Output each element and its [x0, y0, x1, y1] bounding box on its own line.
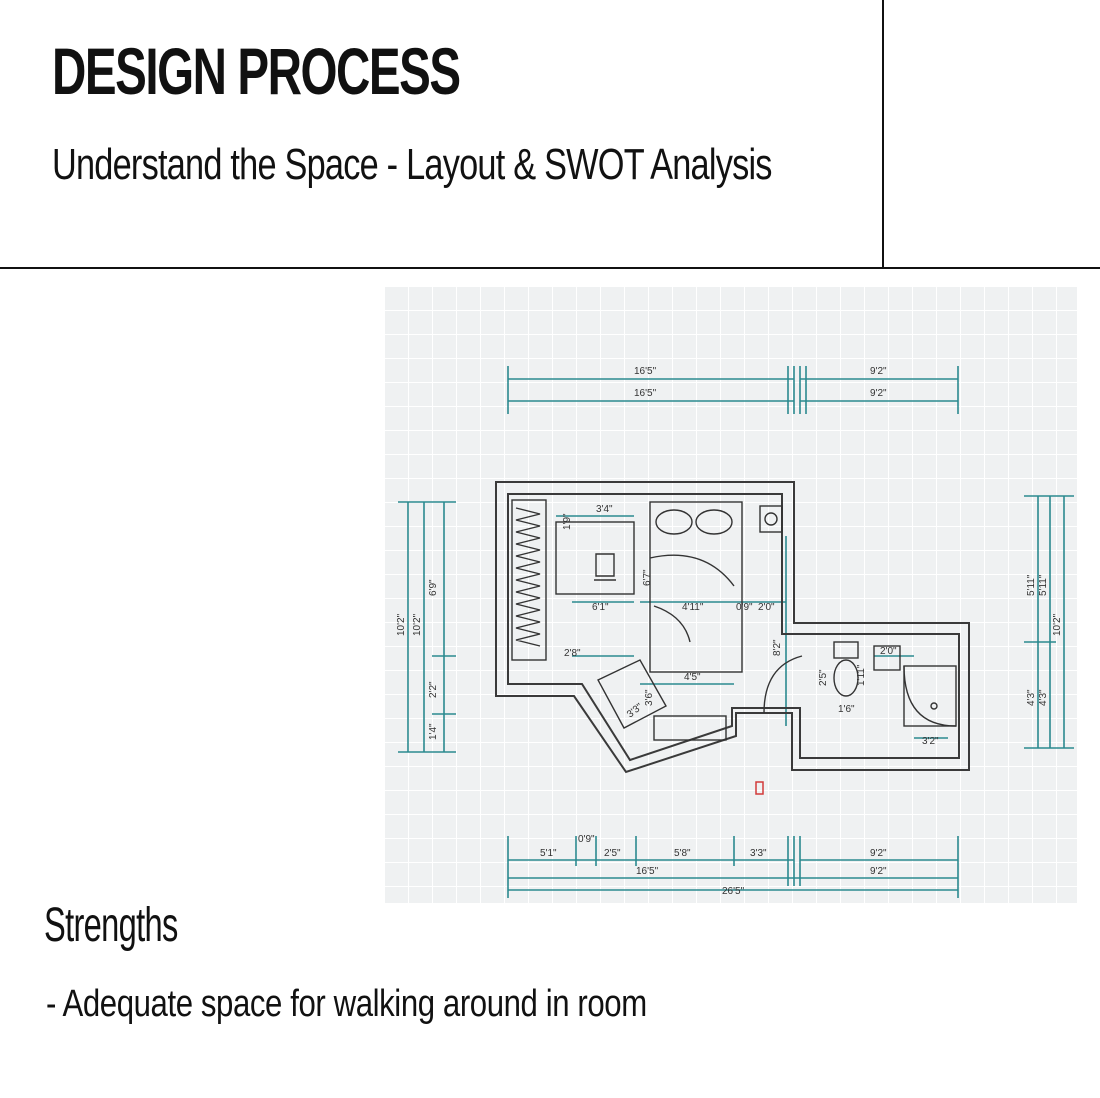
dim-left-5: 1'4"	[428, 723, 439, 740]
strengths-heading: Strengths	[44, 899, 178, 952]
dim-right-2: 5'11"	[1038, 574, 1049, 596]
dim-in-6-1: 6'1"	[592, 602, 609, 613]
dim-bottom-7: 9'2"	[870, 848, 887, 859]
dim-bottom-8: 9'2"	[870, 866, 887, 877]
floor-plan-drawing	[384, 286, 1077, 903]
dim-right-3: 10'2"	[1052, 613, 1063, 636]
dim-in-2-0b: 2'0"	[880, 646, 897, 657]
dim-top-left-2: 16'5"	[634, 388, 657, 399]
dim-in-1-9: 1'9"	[562, 513, 573, 530]
dim-in-2-8: 2'8"	[564, 648, 581, 659]
dim-bottom-5: 3'3"	[750, 848, 767, 859]
dim-right-5: 4'3"	[1038, 689, 1049, 706]
dim-in-4-11: 4'11"	[682, 602, 704, 613]
dim-bottom-2: 0'9"	[578, 834, 595, 845]
dim-in-2-0a: 2'0"	[758, 602, 775, 613]
dim-left-3: 6'9"	[428, 579, 439, 596]
dim-in-3-2: 3'2"	[922, 736, 939, 747]
dim-in-3-3: 3'3"	[625, 701, 645, 721]
dim-in-2-5: 2'5"	[818, 669, 829, 686]
header-divider-vertical	[882, 0, 884, 268]
page-subtitle: Understand the Space - Layout & SWOT Analysis	[52, 140, 772, 189]
dim-in-1-6: 1'6"	[838, 704, 855, 715]
dim-in-3-6: 3'6"	[644, 689, 655, 706]
dim-in-3-4: 3'4"	[596, 504, 613, 515]
dim-top-right-2: 9'2"	[870, 388, 887, 399]
dim-right-4: 4'3"	[1026, 689, 1037, 706]
dim-left-2: 10'2"	[412, 613, 423, 636]
header-divider-horizontal	[0, 267, 1100, 269]
dim-bottom-6: 16'5"	[636, 866, 659, 877]
dim-bottom-4: 5'8"	[674, 848, 691, 859]
strengths-item: - Adequate space for walking around in room	[46, 983, 647, 1025]
dim-in-6-7: 6'7"	[642, 569, 653, 586]
dim-in-1-11: 1'11"	[856, 664, 867, 686]
dim-bottom-3: 2'5"	[604, 848, 621, 859]
page-title: DESIGN PROCESS	[52, 34, 460, 108]
dim-bottom-1: 5'1"	[540, 848, 557, 859]
dim-right-1: 5'11"	[1026, 574, 1037, 596]
dim-left-1: 10'2"	[396, 613, 407, 636]
dim-in-0-9: 0'9"	[736, 602, 753, 613]
dim-in-8-2: 8'2"	[772, 639, 783, 656]
dim-top-right-1: 9'2"	[870, 366, 887, 377]
floor-plan-image	[384, 286, 1077, 903]
dim-in-4-5: 4'5"	[684, 672, 701, 683]
dim-top-left-1: 16'5"	[634, 366, 657, 377]
dim-bottom-9: 26'5"	[722, 886, 745, 897]
dim-left-4: 2'2"	[428, 681, 439, 698]
